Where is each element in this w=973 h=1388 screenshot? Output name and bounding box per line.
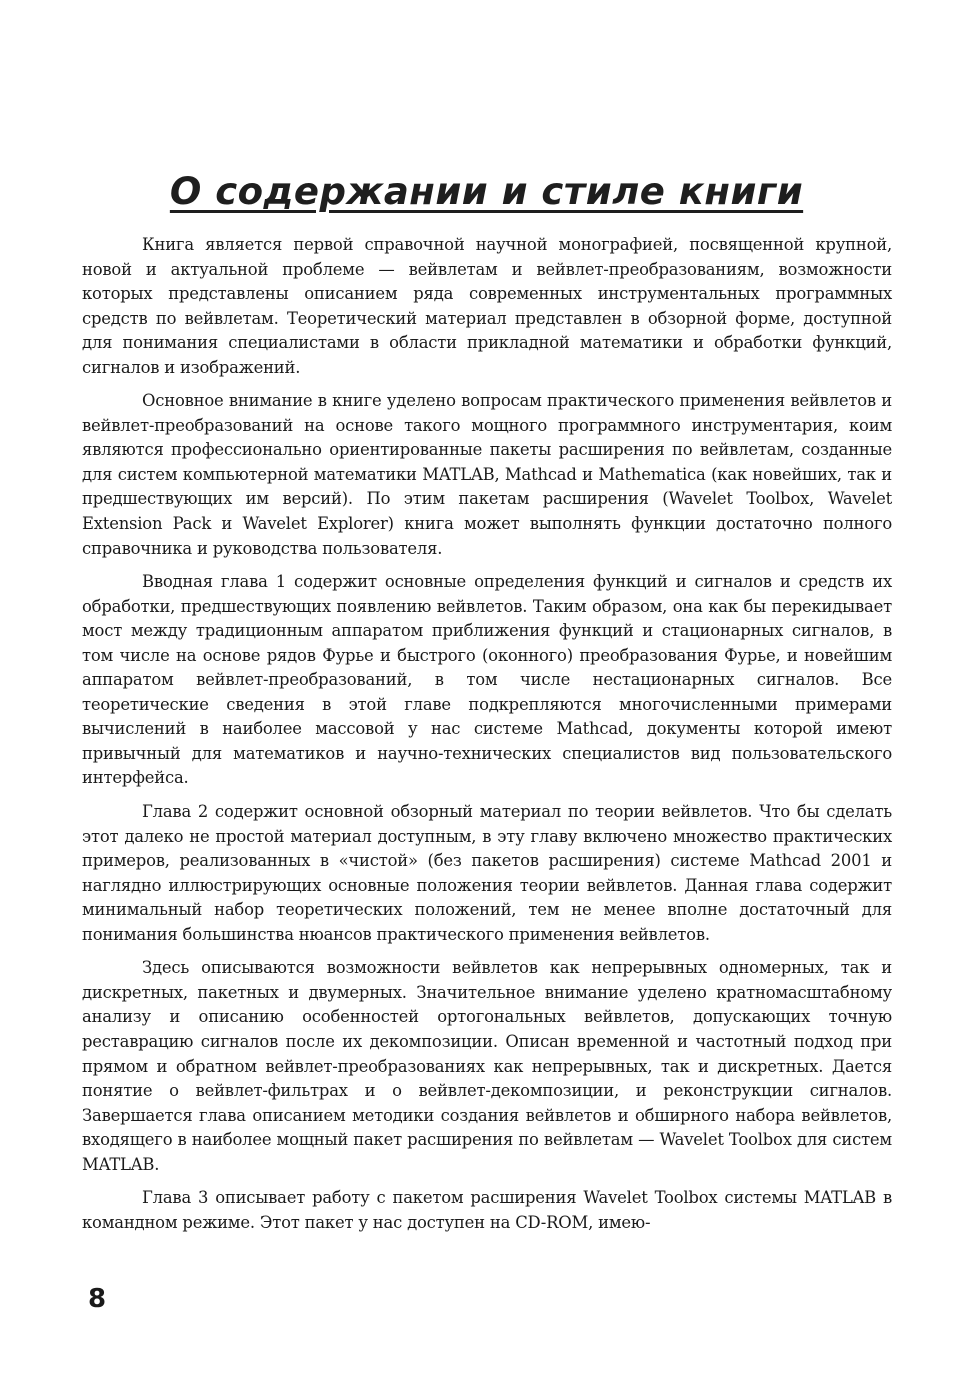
paragraph-2: Основное внимание в книге уделено вопросам практического применения вейвлетов и вейвлет-преобразований на основе такого мощного программного инструментария, коим являются профессионально ориентированные пакеты расширения по вейвлетам, созданные для систем компьютерной математики MATLAB, Mathcad и Mathematica (как новейших, так и предшествующих им версий). По этим пакетам расширения (Wavelet Toolbox, Wavelet Extension Pack и Wavelet Explorer) книга может выполнять функции достаточно полного справочника и руководства пользователя. [82, 391, 892, 558]
paragraph-6: Глава 3 описывает работу с пакетом расширения Wavelet Toolbox системы MATLAB в командном режиме. Этот пакет у нас доступен на CD-ROM, имею- [82, 1188, 892, 1232]
page-title: О содержании и стиле книги [169, 170, 804, 213]
paragraph-1: Книга является первой справочной научной монографией, посвященной крупной, новой и актуальной проблеме — вейвлетам и вейвлет-преобразованиям, возможности которых представлены описанием ряда современных инструментальных программных средств по вейвлетам. Теоретический материал представлен в обзорной форме, доступной для понимания специалистами в области прикладной математики и обработки функций, сигналов и изображений. [82, 235, 892, 377]
paragraph-4: Глава 2 содержит основной обзорный материал по теории вейвлетов. Что бы сделать этот далеко не простой материал доступным, в эту главу включено множество практических примеров, реализованных в «чистой» (без пакетов расширения) системе Mathcad 2001 и наглядно иллюстрирующих основные положения теории вейвлетов. Данная глава содержит минимальный набор теоретических положений, тем не менее вполне достаточный для понимания большинства нюансов практического применения вейвлетов. [82, 802, 892, 944]
page-number: 8 [88, 1284, 107, 1314]
body-text [82, 233, 892, 1244]
paragraph-3: Вводная глава 1 содержит основные определения функций и сигналов и средств их обработки, предшествующих появлению вейвлетов. Таким образом, она как бы перекидывает мост между традиционным аппаратом приближения функций и стационарных сигналов, в том числе на основе рядов Фурье и быстрого (оконного) преобразования Фурье, и новейшим аппаратом вейвлет-преобразований, в том числе нестационарных сигналов. Все теоретические сведения в этой главе подкрепляются многочисленными примерами вычислений в наиболее массовой у нас системе Mathcad, документы которой имеют привычный для математиков и научно-технических специалистов вид пользовательского интерфейса. [82, 572, 892, 788]
paragraph-5: Здесь описываются возможности вейвлетов как непрерывных одномерных, так и дискретных, пакетных и двумерных. Значительное внимание уделено кратномасштабному анализу и описанию особенностей ортогональных вейвлетов, допускающих точную реставрацию сигналов после их декомпозиции. Описан временной и частотный подход при прямом и обратном вейвлет-преобразованиях как непрерывных, так и дискретных. Дается понятие о вейвлет-фильтрах и о вейвлет-декомпозиции, и реконструкции сигналов. Завершается глава описанием методики создания вейвлетов и обширного набора вейвлетов, входящего в наиболее мощный пакет расширения по вейвлетам — Wavelet Toolbox для систем MATLAB. [82, 958, 892, 1174]
